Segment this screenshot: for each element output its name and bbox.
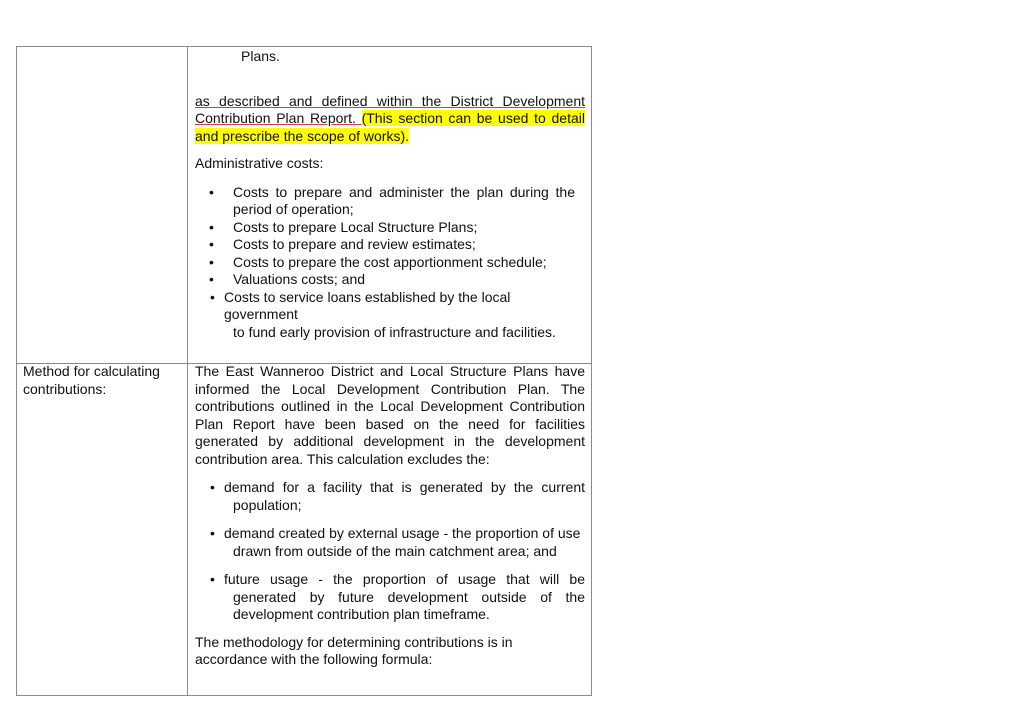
bullet-icon: •	[210, 479, 215, 495]
row-label: Method for calculating contributions:	[23, 363, 160, 397]
row-content-cell	[195, 363, 585, 669]
admin-costs-list-last	[195, 289, 585, 342]
column-divider	[187, 363, 188, 695]
method-intro-paragraph: The East Wanneroo District and Local Structure Plans have informed the Local Development Contribution Plan. The contributions outlined in the Local Development Contribution Plan Report have been based on the need for facilities generated by additional development in the development contribution area. This calculation excludes the:	[195, 363, 585, 467]
bullet-icon: •	[209, 218, 214, 235]
list-item-text: Costs to prepare the cost apportionment schedule;	[233, 253, 547, 270]
list-item-text-continued: generated by future development outside of the development contribution plan timeframe.	[233, 588, 585, 622]
row-content-cell	[195, 47, 585, 341]
contribution-plan-table	[16, 46, 592, 696]
bullet-icon: •	[209, 236, 214, 252]
list-item	[195, 219, 575, 237]
methodology-paragraph: The methodology for determining contributions is in accordance with the following formula:	[195, 633, 513, 667]
exclusions-list	[195, 479, 585, 624]
list-item	[195, 571, 585, 624]
bullet-icon: •	[210, 571, 215, 587]
scope-paragraph-text: as described and defined within the District Development Contribution Plan Report.	[195, 92, 585, 126]
list-item	[195, 254, 575, 272]
bullet-icon: •	[209, 253, 214, 270]
table-row-method	[17, 363, 591, 695]
plans-line: Plans.	[241, 48, 280, 64]
highlighted-instruction: (This section can be used to detail and prescribe the scope of works).	[195, 110, 585, 144]
list-item	[195, 479, 585, 514]
list-item-text-continued: to fund early provision of infrastructure and facilities.	[233, 323, 556, 340]
list-item-text: Costs to service loans established by the local government	[224, 288, 511, 322]
scope-paragraph	[195, 93, 585, 146]
list-item-text: demand created by external usage - the proportion of use	[224, 525, 581, 541]
list-item-text: demand for a facility that is generated by the current	[224, 479, 585, 495]
list-item	[195, 525, 585, 560]
list-item-text: Costs to prepare and administer the plan during the period of operation;	[233, 183, 575, 217]
list-item	[195, 184, 575, 219]
list-item-text: Costs to prepare and review estimates;	[233, 236, 476, 252]
list-item-text-continued: population;	[233, 496, 302, 513]
list-item	[195, 289, 585, 342]
list-item	[195, 271, 575, 289]
list-item-text: Valuations costs; and	[233, 271, 366, 287]
bullet-icon: •	[209, 271, 214, 287]
list-item-text-continued: drawn from outside of the main catchment area; and	[233, 542, 557, 559]
admin-costs-list	[195, 184, 585, 289]
table-row-scope-of-works	[17, 47, 591, 364]
column-divider	[187, 47, 188, 363]
row-label-cell	[23, 363, 181, 398]
bullet-icon: •	[209, 183, 214, 200]
list-item-text: Costs to prepare Local Structure Plans;	[233, 218, 478, 235]
admin-costs-heading: Administrative costs:	[195, 155, 324, 171]
bullet-icon: •	[210, 288, 215, 305]
list-item	[195, 236, 575, 254]
list-item-text: future usage - the proportion of usage that will be	[224, 571, 585, 587]
bullet-icon: •	[210, 525, 215, 541]
